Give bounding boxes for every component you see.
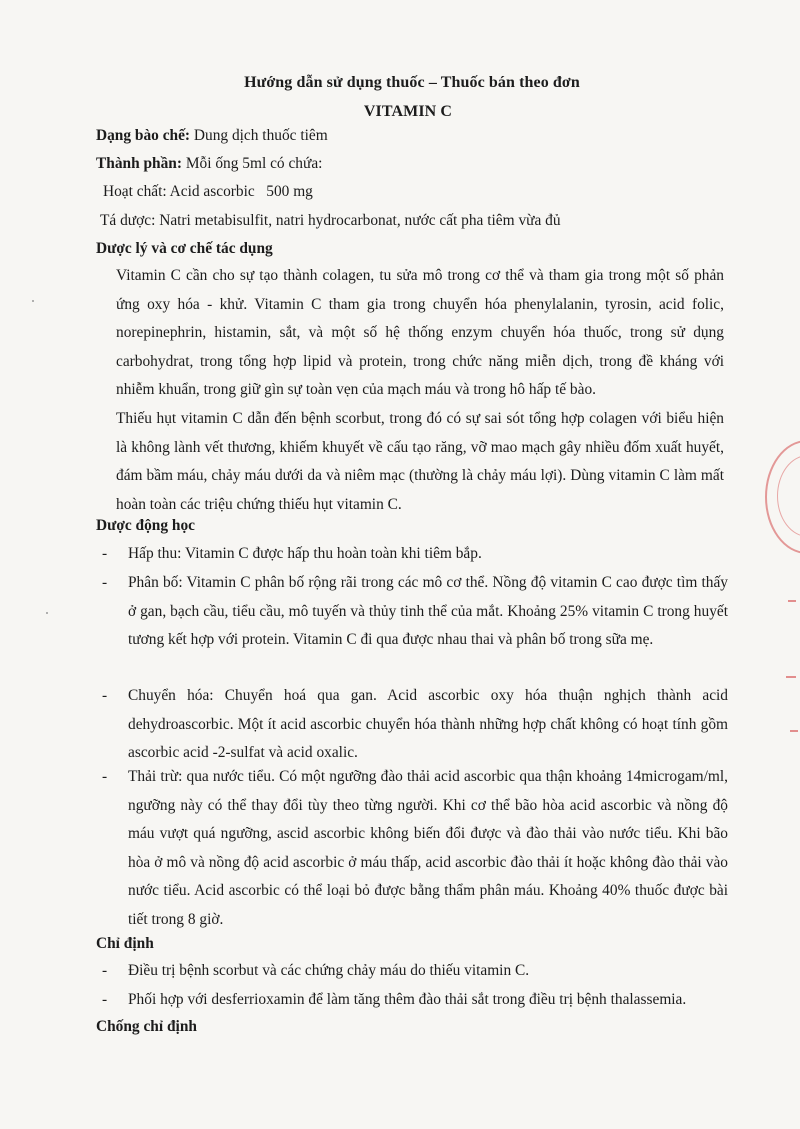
composition-value: Mỗi ống 5ml có chứa: (182, 155, 323, 172)
red-mark (786, 676, 796, 678)
dosage-form-label: Dạng bào chế: (96, 127, 191, 144)
list-item-text: Hấp thu: Vitamin C được hấp thu hoàn toàn khi tiêm bắp. (128, 545, 482, 562)
list-dash: - (102, 574, 108, 591)
pharmacology-heading: Dược lý và cơ chế tác dụng (96, 240, 273, 257)
scan-speck (32, 300, 34, 302)
contraindications-heading: Chống chỉ định (96, 1018, 197, 1035)
list-dash: - (102, 687, 108, 704)
red-mark (790, 730, 798, 732)
scan-speck (46, 612, 48, 614)
excipients-line: Tá dược: Natri metabisulfit, natri hydrocarbonat, nước cất pha tiêm vừa đủ (100, 212, 561, 229)
red-mark (788, 600, 796, 602)
list-item-text: Phối hợp với desferrioxamin để làm tăng thêm đào thải sắt trong điều trị bệnh thalassemia. (128, 991, 687, 1008)
list-dash: - (102, 545, 108, 562)
pharmacology-paragraph-2: Thiếu hụt vitamin C dẫn đến bệnh scorbut, trong đó có sự sai sót tổng hợp colagen với biểu hiện là không lành vết thương, khiếm khuyết về cấu tạo răng, vỡ mao mạch gây nhiều đốm xuất huyết, đám bầm máu, chảy máu dưới da và niêm mạc (thường là chảy máu lợi). Dùng vitamin C làm mất hoàn toàn các triệu chứng thiếu hụt vitamin C. (116, 410, 724, 513)
list-item-text: Thải trừ: qua nước tiểu. Có một ngưỡng đào thải acid ascorbic qua thận khoảng 14microgam/ml, ngưỡng này có thể thay đổi tùy theo từng người. Khi cơ thể bão hòa acid ascorbic và nồng độ máu vượt quá ngưỡng, ascid ascorbic không biến đổi được và đào thải vào nước tiểu. Khi bão hòa ở mô và nồng độ acid ascorbic ở máu thấp, acid ascorbic đào thải ít hoặc không đào thải vào nước tiểu. Acid ascorbic có thể loại bỏ được bằng thẩm phân máu. Khoảng 40% thuốc được bài tiết trong 8 giờ. (128, 768, 728, 928)
dosage-form-line (96, 127, 328, 145)
composition-line (96, 155, 322, 173)
list-item-text: Chuyển hóa: Chuyển hoá qua gan. Acid ascorbic oxy hóa thuận nghịch thành acid dehydroascorbic. Một ít acid ascorbic chuyển hóa thành những hợp chất không có hoạt tính gồm ascorbic acid -2-sulfat và acid oxalic. (128, 687, 728, 762)
active-ingredient-line: Hoạt chất: Acid ascorbic 500 mg (103, 183, 313, 200)
pharmacokinetics-heading: Dược động học (96, 517, 195, 534)
document-subtitle: VITAMIN C (363, 103, 453, 120)
list-dash: - (102, 991, 108, 1008)
indications-heading: Chỉ định (96, 935, 154, 952)
pharmacology-paragraph-1: Vitamin C cần cho sự tạo thành colagen, tu sửa mô trong cơ thể và tham gia trong một số phản ứng oxy hóa - khử. Vitamin C tham gia trong chuyển hóa phenylalanin, tyrosin, acid folic, norepinephrin, histamin, sắt, và một số hệ thống enzym chuyển hóa thuốc, trong sử dụng carbohydrat, trong tổng hợp lipid và protein, trong chức năng miễn dịch, trong đề kháng với nhiễm khuẩn, trong giữ gìn sự toàn vẹn của mạch máu và trong hô hấp tế bào. (116, 267, 724, 399)
dosage-form-value: Dung dịch thuốc tiêm (190, 127, 328, 144)
composition-label: Thành phần: (96, 155, 182, 172)
list-dash: - (102, 768, 108, 785)
list-item-text: Phân bố: Vitamin C phân bố rộng rãi trong các mô cơ thể. Nồng độ vitamin C cao được tìm thấy ở gan, bạch cầu, tiểu cầu, mô tuyến và thủy tinh thể của mắt. Khoảng 25% vitamin C trong huyết tương kết hợp với protein. Vitamin C đi qua được nhau thai và phân bố trong sữa mẹ. (128, 574, 728, 649)
document-title: Hướng dẫn sử dụng thuốc – Thuốc bán theo đơn (244, 74, 580, 91)
list-dash: - (102, 962, 108, 979)
list-item-text: Điều trị bệnh scorbut và các chứng chảy máu do thiếu vitamin C. (128, 962, 530, 979)
